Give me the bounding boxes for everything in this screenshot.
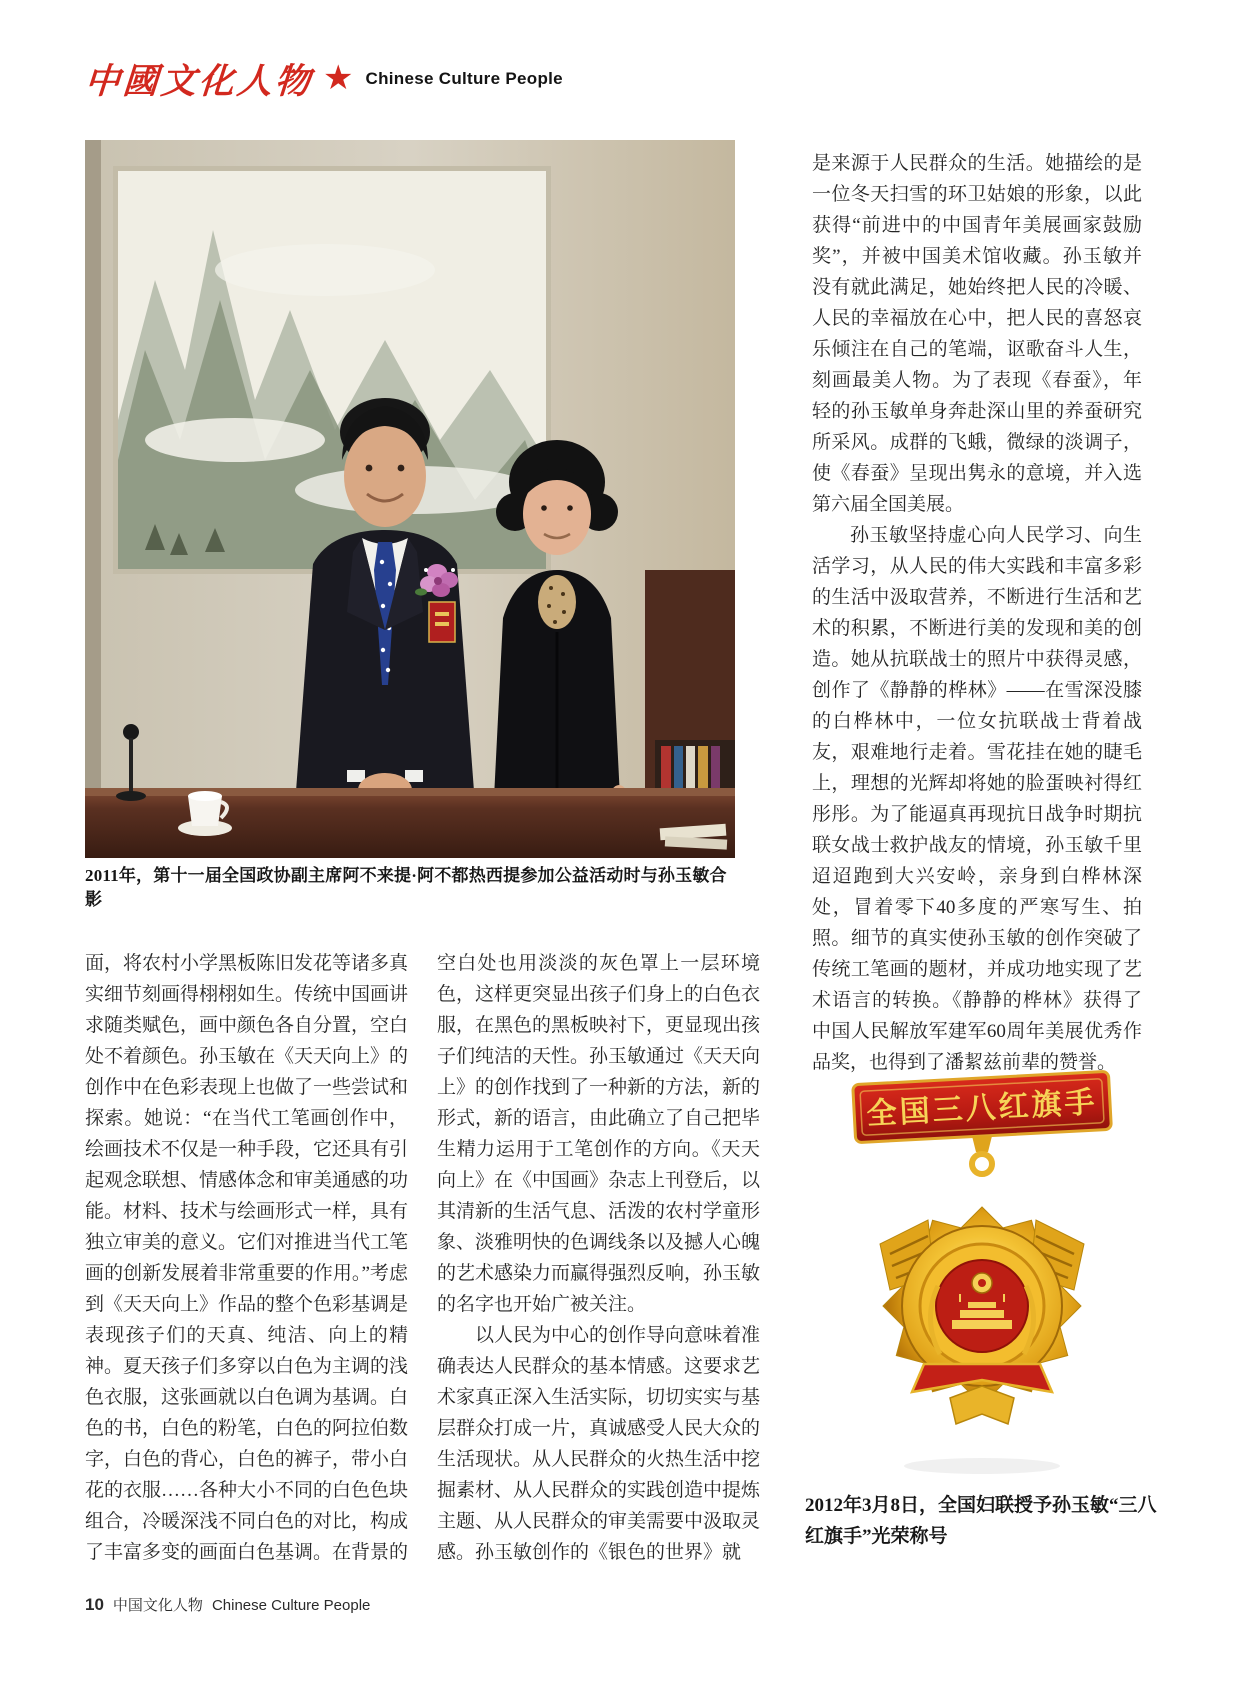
paragraph: 空白处也用淡淡的灰色罩上一层环境色，这样更突显出孩子们身上的白色衣服，在黑色的黑板映衬下，更显现出孩子们纯洁的天性。孙玉敏通过《天天向上》的创作找到了一种新的方法，新的形式，新的语言，由此确立了自己把毕生精力运用于工笔创作的方向。《天天向上》在《中国画》杂志上刊登后，以其清新的生活气息、活泼的农村学童形象、淡雅明快的色调线条以及撼人心魄的艺术感染力而赢得强烈反响，孙玉敏的名字也开始广被关注。	[437, 953, 761, 1315]
page-footer	[85, 1594, 370, 1615]
red-star-icon: ★	[323, 60, 354, 97]
article-column-left	[85, 948, 408, 1568]
article-column-right	[812, 148, 1142, 1078]
medal-banner-text: 全国三八红旗手	[865, 1085, 1099, 1132]
event-photo-illustration	[85, 140, 735, 858]
paragraph: 是来源于人民群众的生活。她描绘的是一位冬天扫雪的环卫姑娘的形象，以此获得“前进中的中国青年美展画家鼓励奖”，并被中国美术馆收藏。孙玉敏并没有就此满足，她始终把人民的冷暖、人民的幸福放在心中，把人民的喜怒哀乐倾注在自己的笔端，讴歌奋斗人生，刻画最美人物。为了表现《春蚕》，年轻的孙玉敏单身奔赴深山里的养蚕研究所采风。成群的飞蛾，微绿的淡调子，使《春蚕》呈现出隽永的意境，并入选第六届全国美展。	[812, 153, 1142, 515]
footer-magazine-name-en: Chinese Culture People	[211, 1597, 371, 1614]
page-number: 10	[85, 1595, 104, 1614]
medal-banner	[853, 1071, 1112, 1142]
photo-caption: 2011年，第十一届全国政协副主席阿不来提·阿不都热西提参加公益活动时与孙玉敏合影	[85, 866, 727, 909]
magazine-header	[85, 56, 563, 102]
article-column-middle	[437, 948, 760, 1568]
paragraph: 面，将农村小学黑板陈旧发花等诸多真实细节刻画得栩栩如生。传统中国画讲求随类赋色，画中颜色各自分置，空白处不着颜色。孙玉敏在《天天向上》的创作中在色彩表现上也做了一些尝试和探索。她说：“在当代工笔画创作中，绘画技术不仅是一种手段，它还具有引起观念联想、情感体念和审美通感的功能。材料、技术与绘画形式一样，具有独立审美的意义。它们对推进当代工笔画的创新发展着非常重要的作用。”考虑到《天天向上》作品的整个色彩基调是表现孩子们的天真、纯洁、向上的精神。夏天孩子们多穿以白色为主调的浅色衣服，这张画就以白色调为基调。白色的书，白色的粉笔，白色的阿拉伯数字，白色的背心，白色的裤子，带小白花的衣服……各种大小不同的白色色块组合，冷暖深浅不同白色的对比，构成了丰富多变的画面白色基调。在背景的	[85, 953, 409, 1563]
event-photo	[85, 140, 735, 858]
magazine-logo-english: Chinese Culture People	[365, 69, 563, 88]
footer-magazine-name-cn: 中国文化人物	[112, 1597, 203, 1614]
paragraph: 以人民为中心的创作导向意味着准确表达人民群众的基本情感。这要求艺术家真正深入生活实际，切切实实与基层群众打成一片，真诚感受人民大众的生活现状。从人民群众的火热生活中挖掘素材、从人民群众的实践创造中提炼主题、从人民群众的审美需要中汲取灵感。孙玉敏创作的《银色的世界》就	[437, 1325, 761, 1563]
medal-illustration	[832, 1068, 1132, 1480]
medal-caption: 2012年3月8日，全国妇联授予孙玉敏“三八红旗手”光荣称号	[805, 1495, 1157, 1547]
paragraph: 孙玉敏坚持虚心向人民学习、向生活学习，从人民的伟大实践和丰富多彩的生活中汲取营养，不断进行生活和艺术的积累，不断进行美的发现和美的创造。她从抗联战士的照片中获得灵感，创作了《静静的桦林》——在雪深没膝的白桦林中，一位女抗联战士背着战友，艰难地行走着。雪花挂在她的睫毛上，理想的光辉却将她的脸蛋映衬得红彤彤。为了能逼真再现抗日战争时期抗联女战士救护战友的情境，孙玉敏千里迢迢跑到大兴安岭，亲身到白桦林深处，冒着零下40多度的严寒写生、拍照。细节的真实使孙玉敏的创作突破了传统工笔画的题材，并成功地实现了艺术语言的转换。《静静的桦林》获得了中国人民解放军建军60周年美展优秀作品奖，也得到了潘絜兹前辈的赞誉。	[812, 525, 1142, 1073]
medal-image	[832, 1068, 1132, 1480]
magazine-logo-chinese: 中國文化人物	[83, 61, 315, 102]
